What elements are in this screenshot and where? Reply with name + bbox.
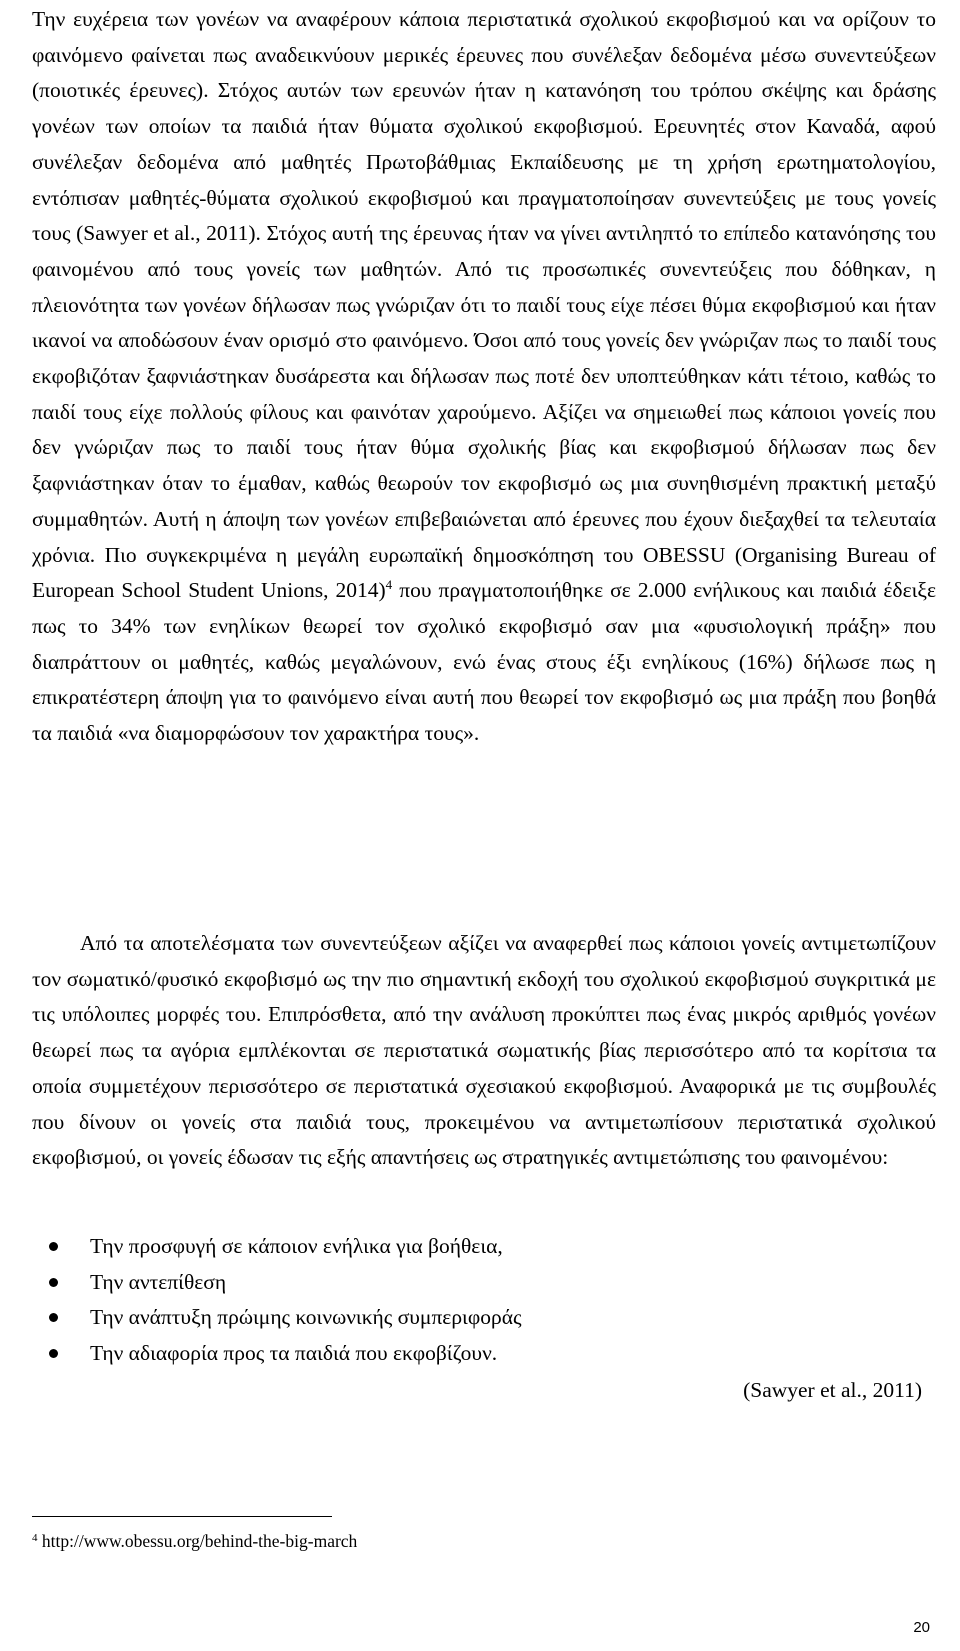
footnote bbox=[32, 1529, 357, 1553]
footnote-link[interactable]: http://www.obessu.org/behind-the-big-march bbox=[37, 1531, 358, 1551]
list-item bbox=[32, 1300, 936, 1336]
citation: (Sawyer et al., 2011) bbox=[743, 1378, 922, 1402]
body-paragraph-2: Από τα αποτελέσματα των συνεντεύξεων αξίζει να αναφερθεί πως κάποιοι γονείς αντιμετωπίζουν τον σωματικό/φυσικό εκφοβισμό ως την πιο σημαντική εκδοχή του σχολικού εκφοβισμού συγκριτικά με τις υπόλοιπες μορφές του. Επιπρόσθετα, από την ανάλυση προκύπτει πως ένας μικρός αριθμός γονέων θεωρεί πως τα αγόρια εμπλέκονται σε περιστατικά σωματικής βίας περισσότερο από τα κορίτσια τα οποία συμμετέχουν περισσότερο σε περιστατικά σχεσιακού εκφοβισμού. Αναφορικά με τις συμβουλές που δίνουν οι γονείς στα παιδιά τους, προκειμένου να αντιμετωπίσουν περιστατικά σχολικού εκφοβισμού, οι γονείς έδωσαν τις εξής απαντήσεις ως στρατηγικές αντιμετώπισης του φαινομένου: bbox=[32, 931, 936, 1170]
list-item bbox=[32, 1265, 936, 1301]
bullet-icon bbox=[49, 1349, 58, 1358]
page-number: 20 bbox=[913, 1619, 930, 1636]
bullet-icon bbox=[49, 1242, 58, 1251]
list-item-text: Την προσφυγή σε κάποιον ενήλικα για βοήθεια, bbox=[90, 1234, 503, 1258]
list-item-text: Την ανάπτυξη πρώιμης κοινωνικής συμπεριφοράς bbox=[90, 1305, 522, 1330]
paragraph-1-text: Την ευχέρεια των γονέων να αναφέρουν κάποια περιστατικά σχολικού εκφοβισμού και να ορίζουν το φαινόμενο φαίνεται πως αναδεικνύουν μερικές έρευνες που συνέλεξαν δεδομένα μέσω συνεντεύξεων (ποιοτικές έρευνες). Στόχος αυτών των ερευνών ήταν η κατανόηση του τρόπου σκέψης και δράσης γονέων των οποίων τα παιδιά ήταν θύματα σχολικού εκφοβισμού. Ερευνητές στον Καναδά, αφού συνέλεξαν δεδομένα από μαθητές Πρωτοβάθμιας Εκπαίδευσης με τη χρήση ερωτηματολογίου, εντόπισαν μαθητές-θύματα σχολικού εκφοβισμού και πραγματοποίησαν συνεντεύξεις με τους γονείς τους (Sawyer et al., 2011). Στόχος αυτή της έρευνας ήταν να γίνει αντιληπτό το επίπεδο κατανόησης του φαινομένου από τους γονείς των μαθητών. Από τις προσωπικές συνεντεύξεις που δόθηκαν, η πλειονότητα των γονέων δήλωσαν πως γνώριζαν ότι το παιδί τους είχε πέσει θύμα εκφοβισμού και ήταν ικανοί να αποδώσουν έναν ορισμό στο φαινόμενο. Όσοι από τους γονείς δεν γνώριζαν πως το παιδί τους εκφοβιζόταν ξαφνιάστηκαν δυσάρεστα και δήλωσαν πως ποτέ δεν υποπτεύθηκαν κάτι τέτοιο, καθώς το παιδί τους είχε πολλούς φίλους και φαινόταν χαρούμενο. Αξίζει να σημειωθεί πως κάποιοι γονείς που δεν γνώριζαν πως το παιδί τους ήταν θύμα σχολικής βίας και εκφοβισμού δήλωσαν πως δεν ξαφνιάστηκαν όταν το έμαθαν, καθώς θεωρούν τον εκφοβισμό ως μια συνηθισμένη πρακτική μεταξύ συμμαθητών. Αυτή η άποψη των γονέων επιβεβαιώνεται από έρευνες που έχουν διεξαχθεί τα τελευταία χρόνια. Πιο συγκεκριμένα η μεγάλη ευρωπαϊκή δημοσκόπηση του OBESSU (Organising Bureau of European School Student Unions, 2014) bbox=[32, 7, 936, 603]
paragraph-1-text-continued: που πραγματοποιήθηκε σε 2.000 ενήλικους και παιδιά έδειξε πως το 34% των ενηλίκων θεωρεί τον σχολικό εκφοβισμό σαν μια «φυσιολογική πράξη» που διαπράττουν οι μαθητές, καθώς μεγαλώνουν, ενώ ένας στους έξι ενηλίκους (16%) δήλωσε πως η επικρατέστερη άποψη για το φαινόμενο είναι αυτή που θεωρεί τον εκφοβισμό ως μια πράξη που βοηθά τα παιδιά «να διαμορφώσουν τον χαρακτήρα τους». bbox=[32, 578, 936, 746]
strategies-list bbox=[32, 1229, 936, 1372]
list-item bbox=[32, 1336, 936, 1372]
bullet-icon bbox=[49, 1278, 58, 1287]
list-item bbox=[32, 1229, 936, 1265]
footnote-divider bbox=[32, 1516, 332, 1517]
list-item-text: Την αντεπίθεση bbox=[90, 1269, 227, 1294]
body-paragraph-1 bbox=[32, 2, 936, 752]
footnote-reference: 4 bbox=[385, 577, 393, 593]
bullet-icon bbox=[49, 1313, 58, 1322]
list-item-text: Την αδιαφορία προς τα παιδιά που εκφοβίζουν. bbox=[90, 1341, 498, 1366]
footnote-number: 4 bbox=[32, 1532, 38, 1544]
